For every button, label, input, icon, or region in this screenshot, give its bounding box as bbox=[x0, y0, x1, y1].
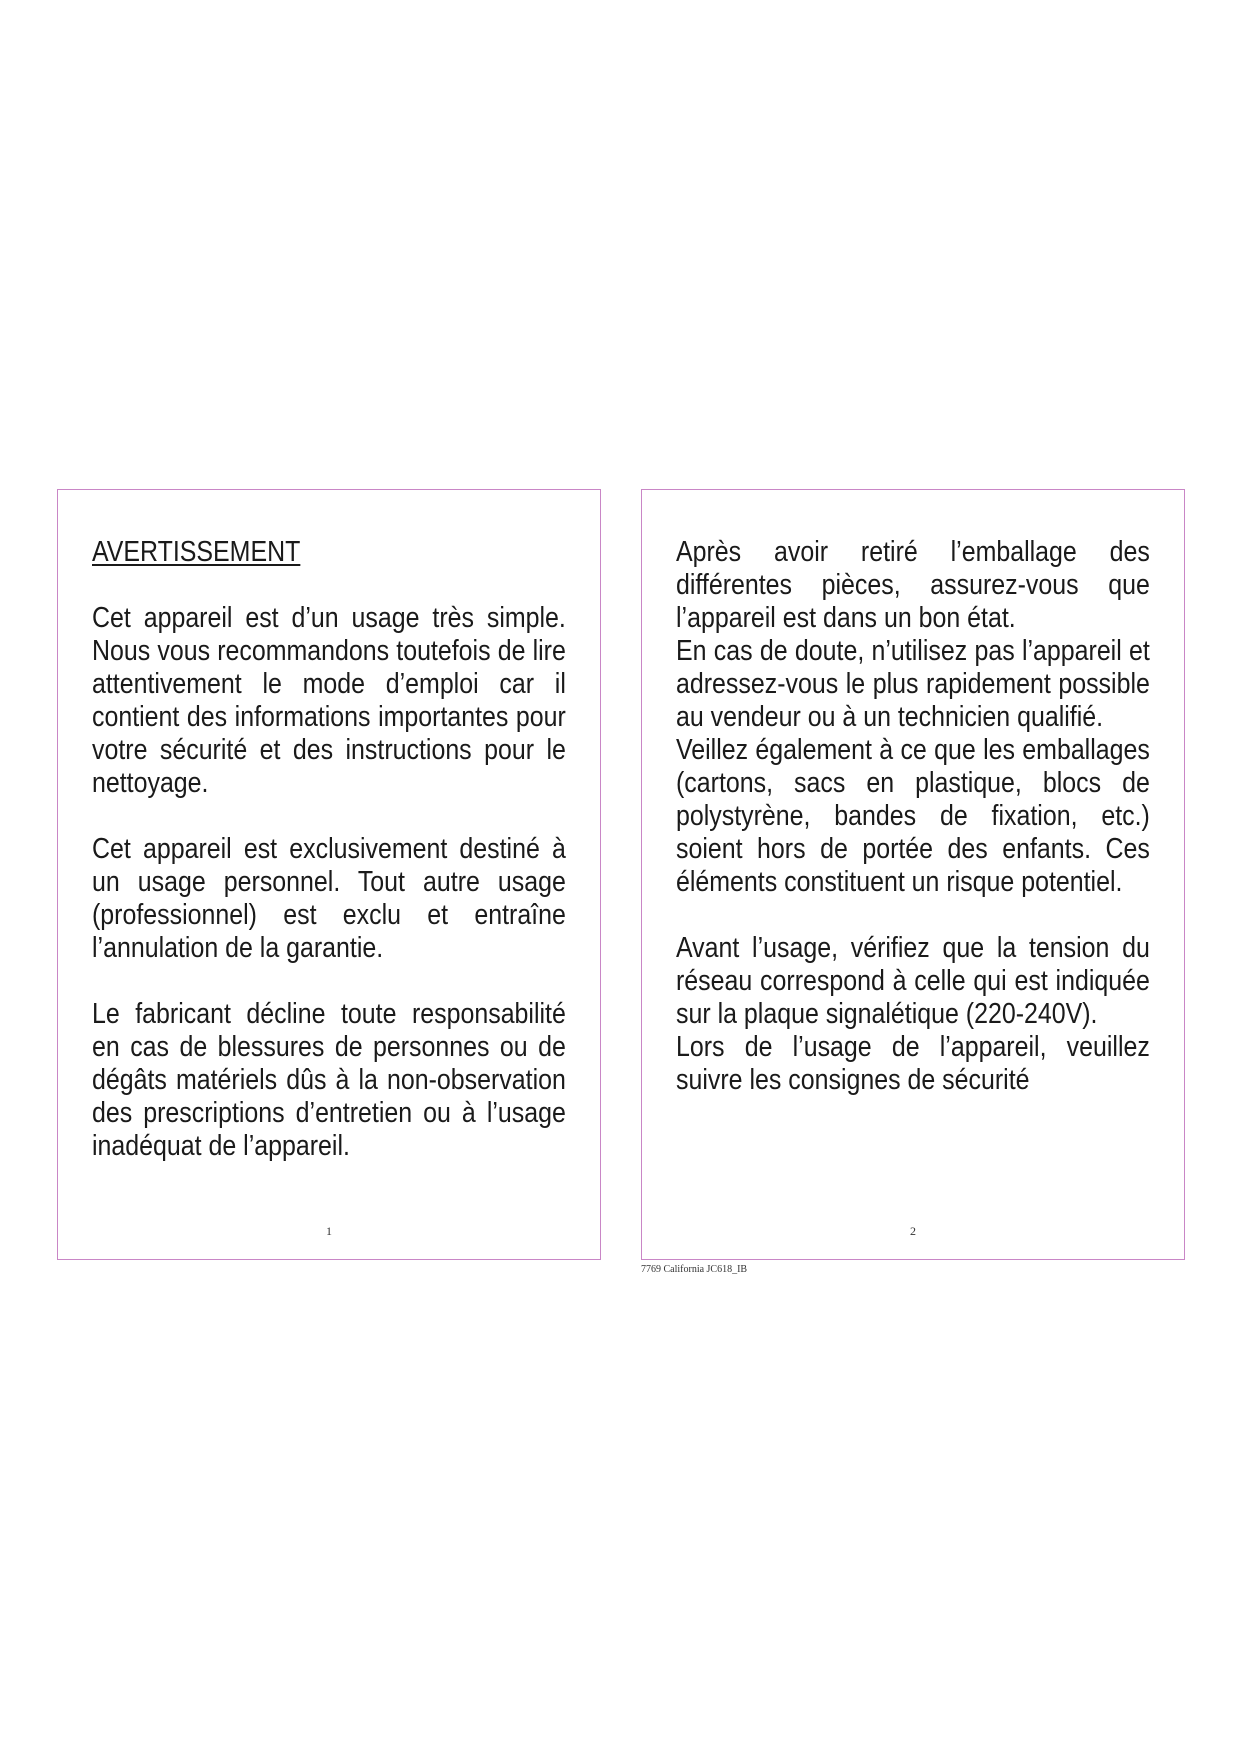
right-page bbox=[641, 489, 1185, 1260]
warning-heading: AVERTISSEMENT bbox=[92, 536, 301, 568]
document-reference: 7769 California JC618_IB bbox=[641, 1264, 748, 1275]
right-paragraph-packaging: Veillez également à ce que les emballages (cartons, sacs en plastique, blocs de polystyrène, bandes de fixation, etc.) soient hors de portée des enfants. Ces éléments constituent un risque potentiel. bbox=[676, 734, 1150, 898]
left-page bbox=[57, 489, 601, 1260]
right-paragraph-doubt: En cas de doute, n’utilisez pas l’appareil et adressez-vous le plus rapidement possible au vendeur ou à un technicien qualifié. bbox=[676, 635, 1150, 733]
page-number-left: 1 bbox=[326, 1224, 332, 1238]
left-paragraph-personal-use: Cet appareil est exclusivement destiné à un usage personnel. Tout autre usage (professionnel) est exclu et entraîne l’annulation de la garantie. bbox=[92, 833, 566, 964]
right-paragraph-unpacking: Après avoir retiré l’emballage des différentes pièces, assurez-vous que l’appareil est dans un bon état. bbox=[676, 536, 1150, 634]
right-paragraph-safety: Lors de l’usage de l’appareil, veuillez suivre les consignes de sécurité bbox=[676, 1031, 1150, 1096]
right-page-content bbox=[676, 536, 1150, 1097]
left-page-content bbox=[92, 536, 566, 1163]
page-number-right: 2 bbox=[910, 1224, 916, 1238]
left-paragraph-liability: Le fabricant décline toute responsabilité en cas de blessures de personnes ou de dégâts matériels dûs à la non-observation des prescriptions d’entretien ou à l’usage inadéquat de l’appareil. bbox=[92, 998, 566, 1162]
right-paragraph-voltage: Avant l’usage, vérifiez que la tension du réseau correspond à celle qui est indiquée sur la plaque signalétique (220-240V). bbox=[676, 932, 1150, 1030]
left-paragraph-intro: Cet appareil est d’un usage très simple. Nous vous recommandons toutefois de lire attentivement le mode d’emploi car il contient des informations importantes pour votre sécurité et des instructions pour le nettoyage. bbox=[92, 602, 566, 799]
